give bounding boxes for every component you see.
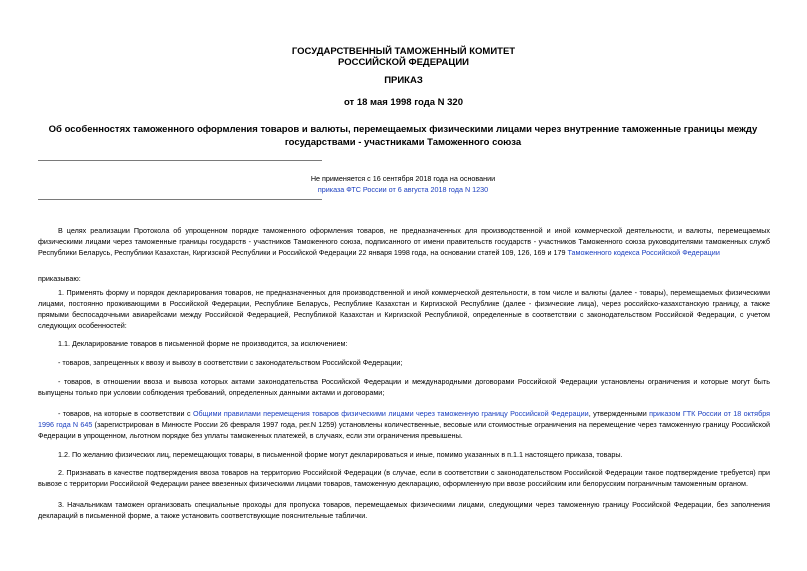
doc-title: Об особенностях таможенного оформления товаров и валюты, перемещаемых физическими лицами через внутренние таможенные границы между государствами - участниками Таможенного союза [48, 124, 758, 148]
item-1-2-paragraph: 1.2. По желанию физических лиц, перемещающих товары, в письменной форме могут декларироваться и иные, помимо указанных в п.1.1 настоящего приказа, товары. [58, 450, 623, 459]
org-name-line2: РОССИЙСКОЙ ФЕДЕРАЦИИ [337, 57, 469, 68]
item-2-paragraph: 2. Признавать в качестве подтверждения ввоза товаров на территорию Российской Федерации (в случае, если в соответствии с законодательством Российской Федерации такое подтверждение требуется) при вывозе с территории Российской Федерации ранее ввезенных физическими лицами товаров, таможенную декларацию, оформленную при ввозе российским или белорусским пограничным таможенным органом. [38, 468, 770, 488]
preamble-paragraph [38, 225, 770, 258]
item-3-paragraph: 3. Начальникам таможен организовать специальные проходы для пропуска товаров, перемещаемых физическими лицами, следующими через таможенную границу Российской Федерации, без заполнения деклараций в письменной форме, а также установить соответствующие пояснительные таблички. [38, 500, 770, 520]
notice-text: Не применяется с 16 сентября 2018 года на основании [310, 174, 496, 183]
order-word: приказываю: [38, 274, 81, 283]
dash-item-3 [38, 408, 770, 441]
notice-link-line [248, 184, 558, 195]
doc-type: ПРИКАЗ [384, 75, 423, 86]
dash-item-3-text-a: - товаров, на которые в соответствии с [58, 409, 193, 418]
dash-item-2: - товаров, в отношении ввоза и вывоза которых актами законодательства Российской Федерации и международными договорами Российской Федерации установлены ограничения и которые могут быть выпущены только при условии соблюдения требований, определенных данными актами и договорами; [38, 377, 770, 397]
notice-link[interactable]: приказа ФТС России от 6 августа 2018 года N 1230 [317, 185, 489, 194]
divider-top [38, 160, 322, 161]
general-rules-link[interactable]: Общими правилами перемещения товаров физическими лицами через таможенную границу Российской Федерации [192, 409, 589, 418]
divider-bottom [38, 199, 322, 200]
gtk-order-link[interactable]: приказом ГТК России от 18 октября 1996 года N 645 [38, 409, 770, 429]
customs-code-link[interactable]: Таможенного кодекса Российской Федерации [567, 248, 720, 257]
org-name-line1: ГОСУДАРСТВЕННЫЙ ТАМОЖЕННЫЙ КОМИТЕТ [291, 46, 516, 57]
dash-item-1: - товаров, запрещенных к ввозу и вывозу в соответствии с законодательством Российской Федерации; [58, 358, 403, 367]
preamble-text: В целях реализации Протокола об упрощенном порядке таможенного оформления товаров, не предназначенных для производственной и иной коммерческой деятельности, и валюты, перемещаемых физическими лицами через таможенные границы государств - участников Таможенного союза, подписанного от имени правительств государств - участников Таможенного союза руководителями таможенных служб Республики Беларусь, Республики Казахстан, Киргизской Республики и Российской Федерации 22 января 1998 года, на основании статей 109, 126, 169 и 179 [38, 226, 770, 257]
dash-item-3-text-c: (зарегистрирован в Минюсте России 26 февраля 1997 года, рег.N 1259) установлены количественные, весовые или стоимостные ограничения на перемещение через таможенную границу Российской Федерации в упрощенном, льготном порядке без уплаты таможенных платежей, в случаях, если эти ограничения превышены. [38, 420, 770, 440]
item-1-1-paragraph: 1.1. Декларирование товаров в письменной форме не производится, за исключением: [58, 339, 348, 348]
item-1-paragraph: 1. Применять форму и порядок декларирования товаров, не предназначенных для производственной и иной коммерческой деятельности, в том числе и валюты (далее - товары), перемещаемых физическими лицами, постоянно проживающими в Российской Федерации, Республике Беларусь, Республике Казахстан и Киргизской Республике (далее - физические лица), через российско-казахстанскую границу, а также прямыми беспосадочными авиарейсами между Российской Федерацией, Республикой Казахстан и Киргизской Республикой, определенные в соответствии с законодательством Российской Федерации, с учетом следующих особенностей: [38, 288, 770, 330]
dash-item-3-text-b: , утвержденными [588, 409, 650, 418]
doc-date: от 18 мая 1998 года N 320 [343, 97, 464, 108]
